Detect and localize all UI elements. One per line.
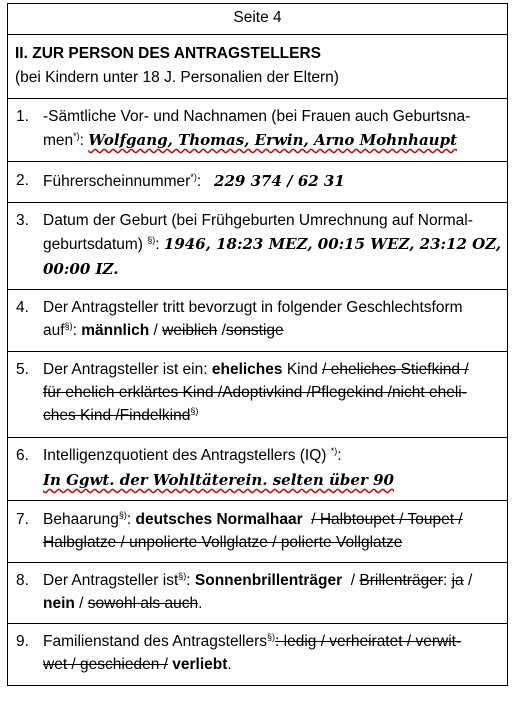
struck-option: weiblich — [162, 322, 218, 339]
item-number: 6. — [16, 447, 29, 464]
item-number: 5. — [16, 361, 29, 378]
item-8-glasses — [8, 562, 507, 623]
item-question: Intelligenzquotient des Antragstellers (IQ) *): — [43, 446, 342, 464]
item-options: Der Antragsteller ist§): Sonnenbrillenträger / Brillenträger: ja / — [43, 571, 473, 589]
item-options-continued: nein / sowohl als auch. — [43, 595, 203, 612]
struck-option: / eheliches Stiefkind / — [322, 361, 469, 378]
item-question-continued: men*): Wolfgang, Thomas, Erwin, Arno Mohnhaupt — [43, 131, 457, 149]
struck-options: für ehelich erklärtes Kind /Adoptivkind /Pflegekind /nicht eheli- — [43, 384, 467, 401]
item-7-hair — [8, 500, 507, 562]
item-number: 7. — [16, 511, 29, 528]
item-question-continued: geburtsdatum) §): 1946, 18:23 MEZ, 00:15 WEZ, 23:12 OZ, — [43, 235, 502, 253]
item-3-date-of-birth — [8, 202, 507, 289]
item-4-gender — [8, 289, 507, 351]
struck-options: Halbglatze / unpolierte Vollglatze / polierte Vollglatze — [43, 534, 403, 551]
handwritten-answer: 1946, 18:23 MEZ, 00:15 WEZ, 23:12 OZ, — [163, 235, 502, 253]
struck-option: wet / geschieden / — [43, 656, 168, 673]
item-number: 9. — [16, 633, 29, 650]
item-options: auf§): männlich / weiblich /sonstige — [43, 321, 284, 339]
item-6-iq — [8, 437, 507, 500]
selected-option: eheliches — [211, 361, 283, 378]
item-number: 2. — [16, 172, 29, 189]
item-question: -Sämtliche Vor- und Nachnamen (bei Frauen auch Geburtsna- — [43, 108, 471, 125]
struck-option: ja — [451, 572, 464, 589]
item-options: Der Antragsteller ist ein: eheliches Kind / eheliches Stiefkind / — [43, 361, 469, 378]
selected-option: verliebt — [172, 656, 228, 673]
struck-option: sonstige — [225, 322, 284, 339]
item-options-continued: wet / geschieden / verliebt. — [43, 656, 232, 673]
section-header-row — [8, 34, 507, 98]
section-heading: II. ZUR PERSON DES ANTRAGSTELLERS — [15, 45, 322, 62]
page-title: Seite 4 — [233, 9, 282, 26]
item-5-child-status — [8, 351, 507, 437]
selected-option: deutsches Normalhaar — [135, 511, 303, 528]
handwritten-answer: 229 374 / 62 31 — [214, 172, 345, 190]
struck-option: : ledig / verheiratet / verwit- — [275, 633, 462, 650]
item-1-names — [8, 98, 507, 161]
selected-option: Sonnenbrillenträger — [194, 572, 343, 589]
item-9-marital-status — [8, 623, 507, 685]
struck-options-continued: ches Kind /Findelkind§) — [43, 406, 199, 424]
page-header-row — [8, 4, 507, 34]
item-options: Behaarung§): deutsches Normalhaar / Halbtoupet / Toupet / — [43, 510, 463, 528]
item-question: Der Antragsteller tritt bevorzugt in folgender Geschlechtsform — [43, 299, 463, 316]
handwritten-answer: In Ggwt. der Wohltäterein. selten über 90 — [43, 471, 394, 489]
struck-option: / Halbtoupet / Toupet / — [311, 511, 463, 528]
section-subheading: (bei Kindern unter 18 J. Personalien der Eltern) — [15, 69, 339, 86]
application-form-page — [7, 3, 508, 686]
item-2-license-number — [8, 161, 507, 202]
item-question: Führerscheinnummer*): 229 374 / 62 31 — [43, 172, 345, 190]
struck-option: Brillenträger — [359, 572, 443, 589]
struck-option: sowohl als auch — [87, 595, 199, 612]
item-question: Datum der Geburt (bei Frühgeburten Umrechnung auf Normal- — [43, 212, 473, 229]
selected-option: nein — [43, 595, 75, 612]
item-number: 8. — [16, 572, 29, 589]
item-number: 3. — [16, 212, 29, 229]
selected-option: männlich — [81, 322, 150, 339]
handwritten-answer-continued: 00:00 IZ. — [43, 260, 119, 278]
item-options: Familienstand des Antragstellers§): ledig / verheiratet / verwit- — [43, 632, 462, 650]
handwritten-answer: Wolfgang, Thomas, Erwin, Arno Mohnhaupt — [88, 131, 457, 149]
item-number: 1. — [16, 108, 29, 125]
item-number: 4. — [16, 299, 29, 316]
